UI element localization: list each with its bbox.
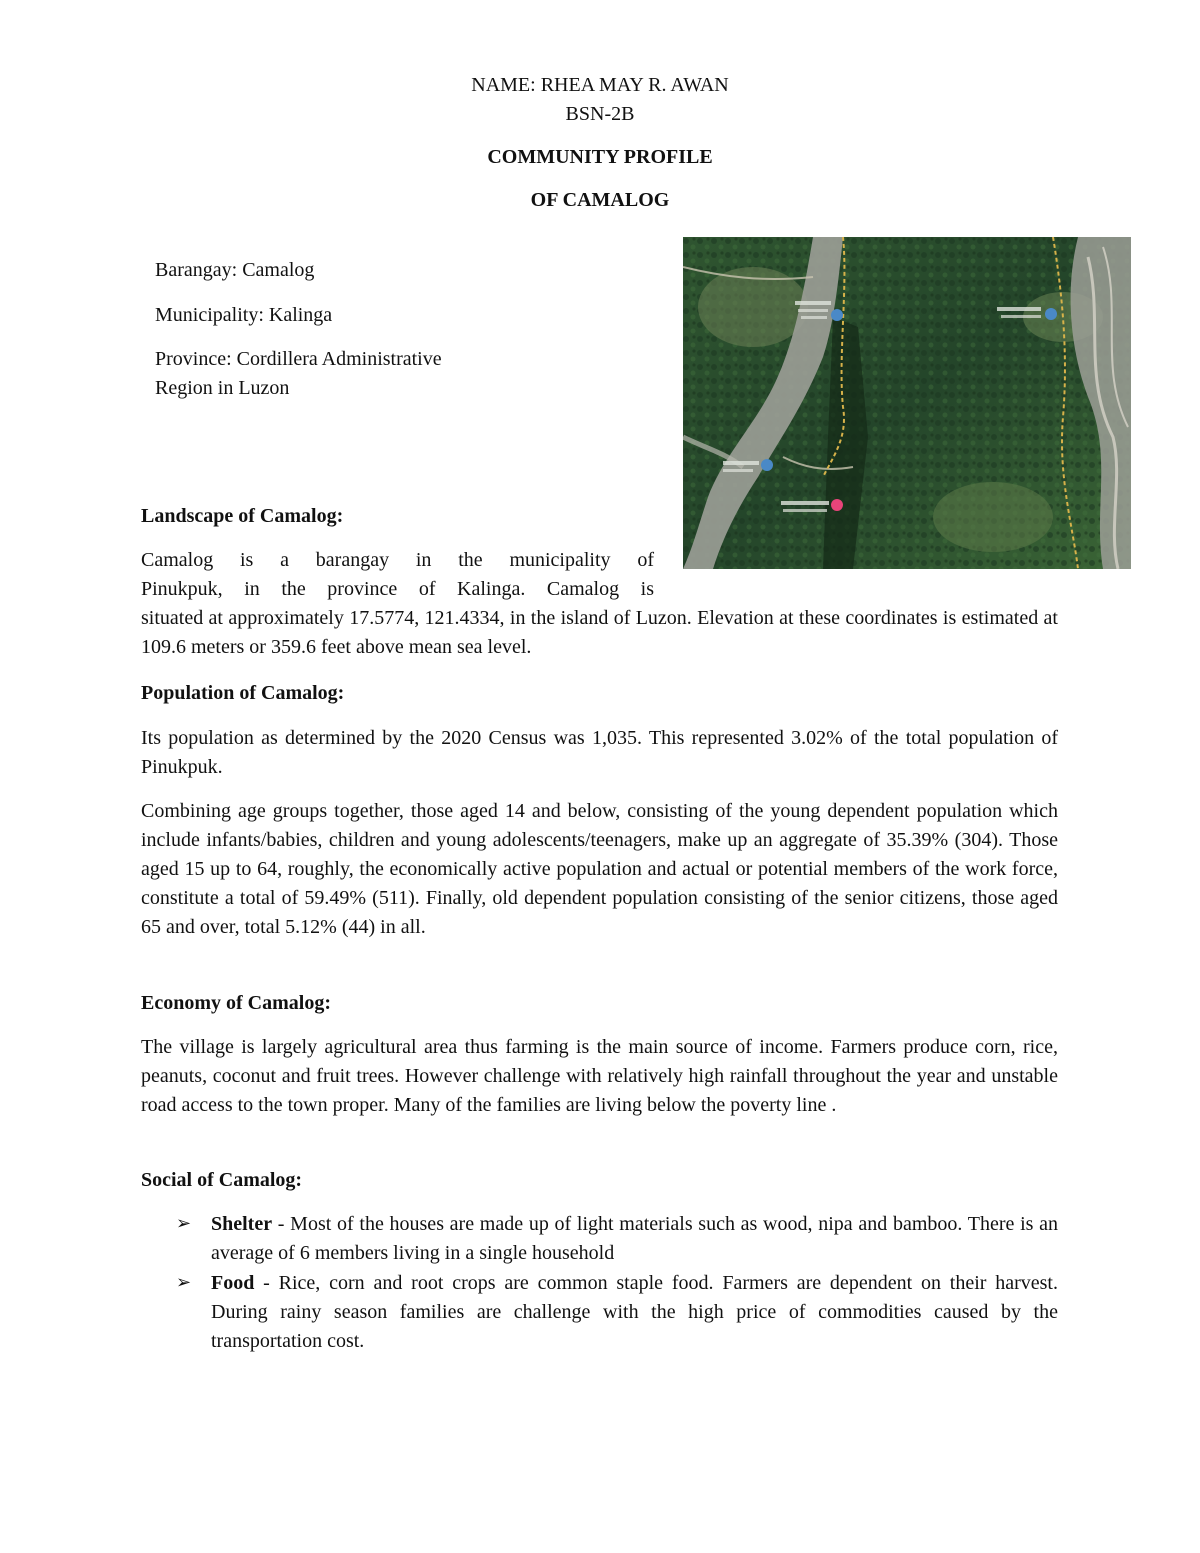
food-text: - Rice, corn and root crops are common staple food. Farmers are dependent on their harvest. During rainy season families are challenge with the high price of commodities caused by the transportation cost. [211, 1272, 1058, 1352]
landscape-text-line1: Camalog is a barangay in the municipality of [141, 549, 654, 571]
barangay-field: Barangay: Camalog [155, 259, 315, 281]
social-heading: Social of Camalog: [141, 1169, 303, 1191]
shelter-text: - Most of the houses are made up of light materials such as wood, nipa and bamboo. There is an average of 6 members living in a single household [211, 1213, 1058, 1264]
list-item-shelter [211, 1210, 1058, 1268]
document-title-line2: OF CAMALOG [530, 189, 670, 211]
list-item-food [211, 1269, 1058, 1356]
landscape-heading: Landscape of Camalog: [141, 505, 344, 527]
economy-heading: Economy of Camalog: [141, 992, 331, 1014]
food-label: Food [211, 1272, 255, 1294]
age-groups-paragraph: Combining age groups together, those aged 14 and below, consisting of the young dependent population which include infants/babies, children and young adolescents/teenagers, make up an aggregate of 35.39% (304). Those aged 15 up to 64, roughly, the economically active population and actual or potential members of the work force, constitute a total of 59.49% (511). Finally, old dependent population consisting of the senior citizens, those aged 65 and over, total 5.12% (44) in all. [141, 800, 1058, 938]
population-paragraph: Its population as determined by the 2020 Census was 1,035. This represented 3.02% of the total population of Pinukpuk. [141, 727, 1058, 778]
student-name: NAME: RHEA MAY R. AWAN [471, 74, 729, 96]
municipality-field: Municipality: Kalinga [155, 304, 333, 326]
province-field-line1: Province: Cordillera Administrative [155, 348, 442, 370]
landscape-text: situated at approximately 17.5774, 121.4334, in the island of Luzon. Elevation at these coordinates is estimated at 109.6 meters or 359.6 feet above mean sea level. [141, 607, 1058, 658]
satellite-map-image [683, 237, 1131, 569]
landscape-text-line2: Pinukpuk, in the province of Kalinga. Camalog is [141, 578, 654, 600]
arrow-bullet-icon: ➢ [176, 1272, 192, 1292]
shelter-label: Shelter [211, 1213, 273, 1235]
document-title-line1: COMMUNITY PROFILE [487, 146, 713, 168]
province-field-line2: Region in Luzon [155, 377, 290, 399]
economy-paragraph: The village is largely agricultural area thus farming is the main source of income. Farmers produce corn, rice, peanuts, coconut and fruit trees. However challenge with relatively high rainfall throughout the year and unstable road access to the town proper. Many of the families are living below the poverty line . [141, 1036, 1058, 1116]
arrow-bullet-icon: ➢ [176, 1213, 192, 1233]
student-section: BSN-2B [565, 103, 635, 125]
population-heading: Population of Camalog: [141, 682, 345, 704]
